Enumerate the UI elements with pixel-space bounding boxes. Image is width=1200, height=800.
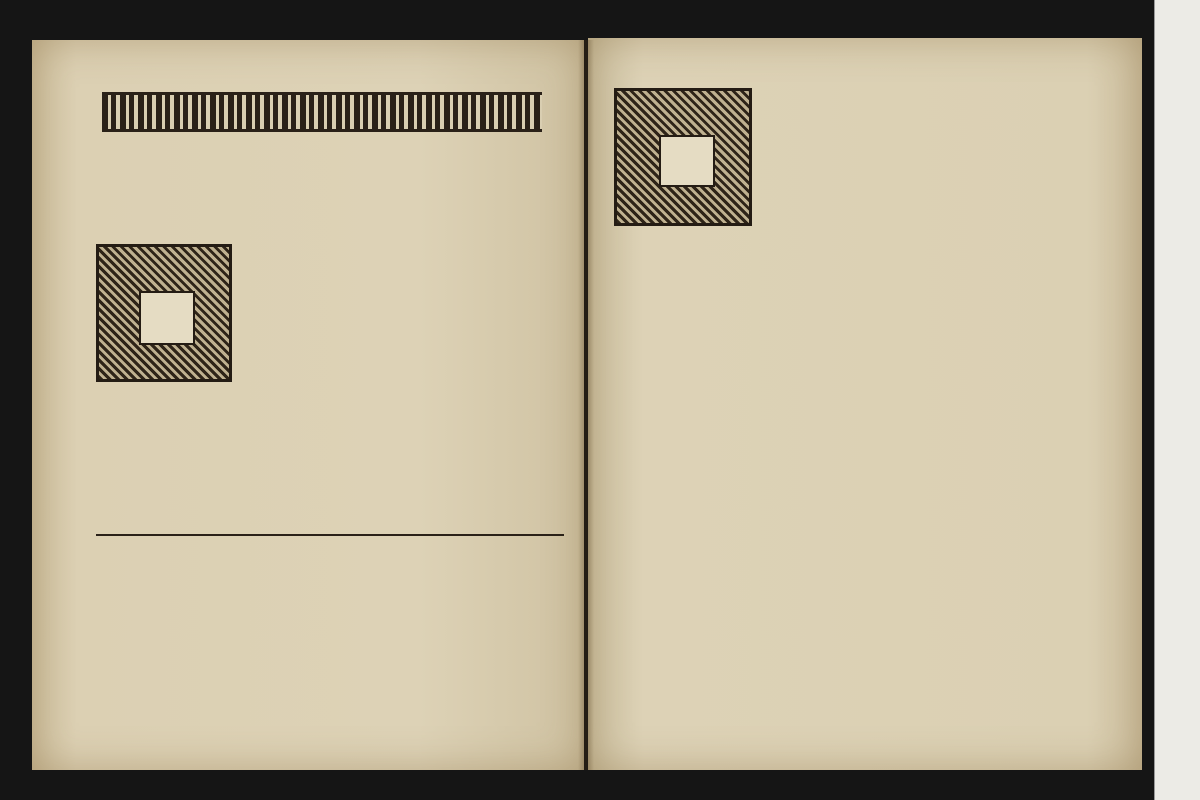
measuring-ruler (1154, 0, 1200, 800)
